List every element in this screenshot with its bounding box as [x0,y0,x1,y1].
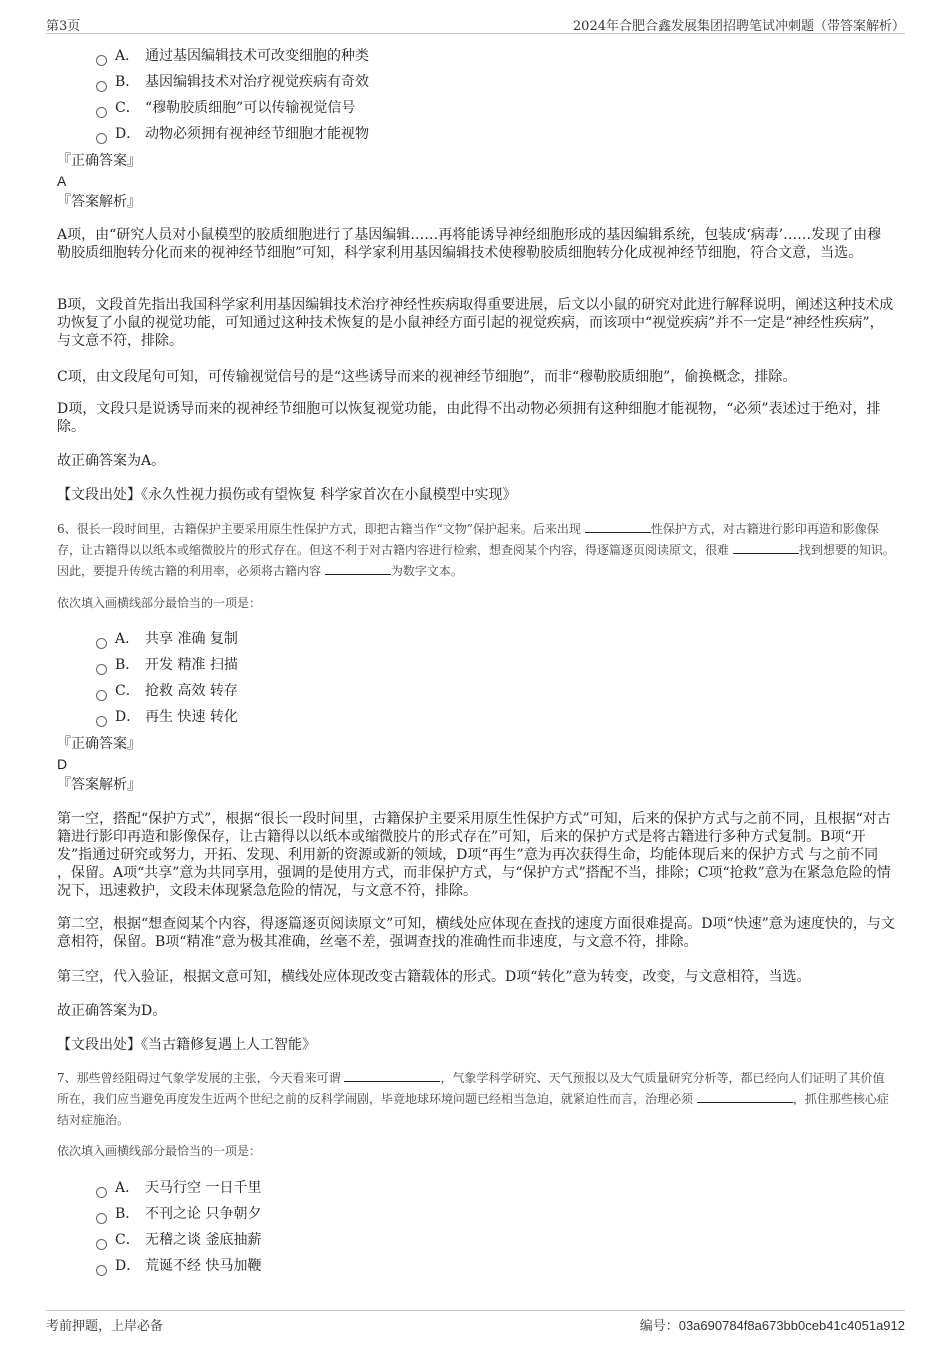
q6-option-d[interactable]: D． 再生 快速 转化 [96,704,238,730]
q6-option-b[interactable]: B． 开发 精准 扫描 [96,652,238,678]
q7-options [96,1175,261,1279]
q6-prompt: 依次填入画横线部分最恰当的一项是： [57,596,262,610]
q5-analysis-a: A项，由“研究人员对小鼠模型的胶质细胞进行了基因编辑……再将能诱导神经细胞形成的基因编辑系统，包装成‘病毒’……发现了由穆勒胶质细胞转分化而来的视神经节细胞”可知，科学家利用基因编辑技术使穆勒胶质细胞转分化成视神经节细胞，符合文意，当选。 [57,227,882,261]
q5-analysis-c: C项，由文段尾句可知，可传输视觉信号的是“这些诱导而来的视神经节细胞”，而非“穆勒胶质细胞”，偷换概念，排除。 [57,369,797,385]
q5-option-a[interactable]: A． 通过基因编辑技术可改变细胞的种类 [96,43,369,69]
document-title: 2024年合肥合鑫发展集团招聘笔试冲刺题（带答案解析） [572,19,905,34]
blank-2 [733,540,799,554]
radio-icon[interactable] [96,133,107,144]
blank-1 [585,519,651,533]
q6-option-c[interactable]: C． 抢救 高效 转存 [96,678,238,704]
q6-analysis-2: 第二空，根据“想查阅某个内容，得逐篇逐页阅读原文”可知，横线处应体现在查找的速度方面很难提高。D项“快速”意为速度快的，与文意相符，保留。B项“精准”意为极其准确，丝毫不差，强调查找的准确性而非速度，与文意不符，排除。 [57,916,895,950]
q6-answer: D [57,756,68,772]
q7-option-d[interactable]: D． 荒诞不经 快马加鞭 [96,1253,261,1279]
q5-analysis-d: D项，文段只是说诱导而来的视神经节细胞可以恢复视觉功能，由此得不出动物必须拥有这种细胞才能视物，“必须”表述过于绝对，排除。 [57,401,881,435]
q5-option-c[interactable]: C． “穆勒胶质细胞”可以传输视觉信号 [96,95,369,121]
q5-answer-label: 『正确答案』 [57,153,141,169]
q5-source: 【文段出处】《永久性视力损伤或有望恢复 科学家首次在小鼠模型中实现》 [57,487,517,503]
q5-options [96,43,369,147]
radio-icon[interactable] [96,81,107,92]
q5-option-d[interactable]: D． 动物必须拥有视神经节细胞才能视物 [96,121,369,147]
q7-option-a[interactable]: A． 天马行空 一日千里 [96,1175,261,1201]
q6-analysis-1: 第一空，搭配“保护方式”，根据“很长一段时间里，古籍保护主要采用原生性保护方式”可知，后来的保护方式与之前不同，且根据“对古籍进行影印再造和影像保存，让古籍得以以纸本或缩微胶片的形式存在”可知，后来的保护方式是将古籍进行多种方式复制。B项“开发”指通过研究或努力，开拓、发现、利用新的资源或新的领域，D项“再生”意为再次获得生命，均能体现后来的保护方式 与之前不同 ，保留。A项“共享”意为共同享用，强调的是使用方式，而非保护方式，与“保护方式”搭配不当，排除；C项“抢救”意为在紧急危险的情况下，迅速救护，文段未体现紧急危险的情况，与文意不符，排除。 [57,811,891,899]
page-header [46,13,905,34]
q6-conclusion: 故正确答案为D。 [57,1003,167,1019]
q5-option-b[interactable]: B． 基因编辑技术对治疗视觉疾病有奇效 [96,69,369,95]
radio-icon[interactable] [96,1239,107,1250]
q5-conclusion: 故正确答案为A。 [57,453,166,469]
q6-option-a[interactable]: A． 共享 准确 复制 [96,626,238,652]
q6-source: 【文段出处】《当古籍修复遇上人工智能》 [57,1037,316,1053]
blank-1 [344,1068,440,1082]
q6-stem: 6、很长一段时间里，古籍保护主要采用原生性保护方式，即把古籍当作“文物”保护起来。后来出现 性保护方式，对古籍进行影印再造和影像保存，让古籍得以以纸本或缩微胶片的形式存在。但这不利于对古籍内容进行检索，想查阅某个内容，得逐篇逐页阅读原文，很难 找到想要的知识。因此，要提升传统古籍的利用率，必须将古籍内容 为数字文本。 [57,519,895,582]
blank-3 [325,561,391,575]
q7-option-c[interactable]: C． 无稽之谈 釜底抽薪 [96,1227,261,1253]
q7-stem: 7、那些曾经阻碍过气象学发展的主张，今天看来可谓 ，气象学科学研究、天气预报以及大气质量研究分析等，都已经向人们证明了其价值所在，我们应当避免再度发生近两个世纪之前的反科学闹剧，毕竟地球环境问题已经相当急迫，就紧迫性而言，治理必须 ，抓住那些核心症结对症施治。 [57,1068,895,1131]
page-number: 第3页 [46,19,81,34]
q5-answer: A [57,173,67,189]
q5-analysis-b: B项，文段首先指出我国科学家利用基因编辑技术治疗神经性疾病取得重要进展，后文以小鼠的研究对此进行解释说明，阐述这种技术成功恢复了小鼠的视觉功能，可知通过这种技术恢复的是小鼠神经方面引起的视觉疾病，而该项中“视觉疾病”并不一定是“神经性疾病”，与文意不符，排除。 [57,297,894,349]
q7-prompt: 依次填入画横线部分最恰当的一项是： [57,1144,262,1158]
radio-icon[interactable] [96,664,107,675]
q7-option-b[interactable]: B． 不刊之论 只争朝夕 [96,1201,261,1227]
document-code: 编号：03a690784f8a673bb0ceb41c4051a912 [639,1318,905,1334]
radio-icon[interactable] [96,716,107,727]
radio-icon[interactable] [96,1213,107,1224]
q6-analysis-3: 第三空，代入验证，根据文意可知，横线处应体现改变古籍载体的形式。D项“转化”意为转变，改变，与文意相符，当选。 [57,969,811,985]
radio-icon[interactable] [96,1187,107,1198]
blank-2 [697,1089,793,1103]
radio-icon[interactable] [96,107,107,118]
q6-analysis-label: 『答案解析』 [57,777,141,793]
footer-slogan: 考前押题，上岸必备 [46,1319,164,1334]
q6-answer-label: 『正确答案』 [57,736,141,752]
q5-analysis-label: 『答案解析』 [57,194,141,210]
radio-icon[interactable] [96,1265,107,1276]
radio-icon[interactable] [96,690,107,701]
radio-icon[interactable] [96,638,107,649]
q6-options [96,626,238,730]
page-footer [46,1310,905,1337]
radio-icon[interactable] [96,55,107,66]
